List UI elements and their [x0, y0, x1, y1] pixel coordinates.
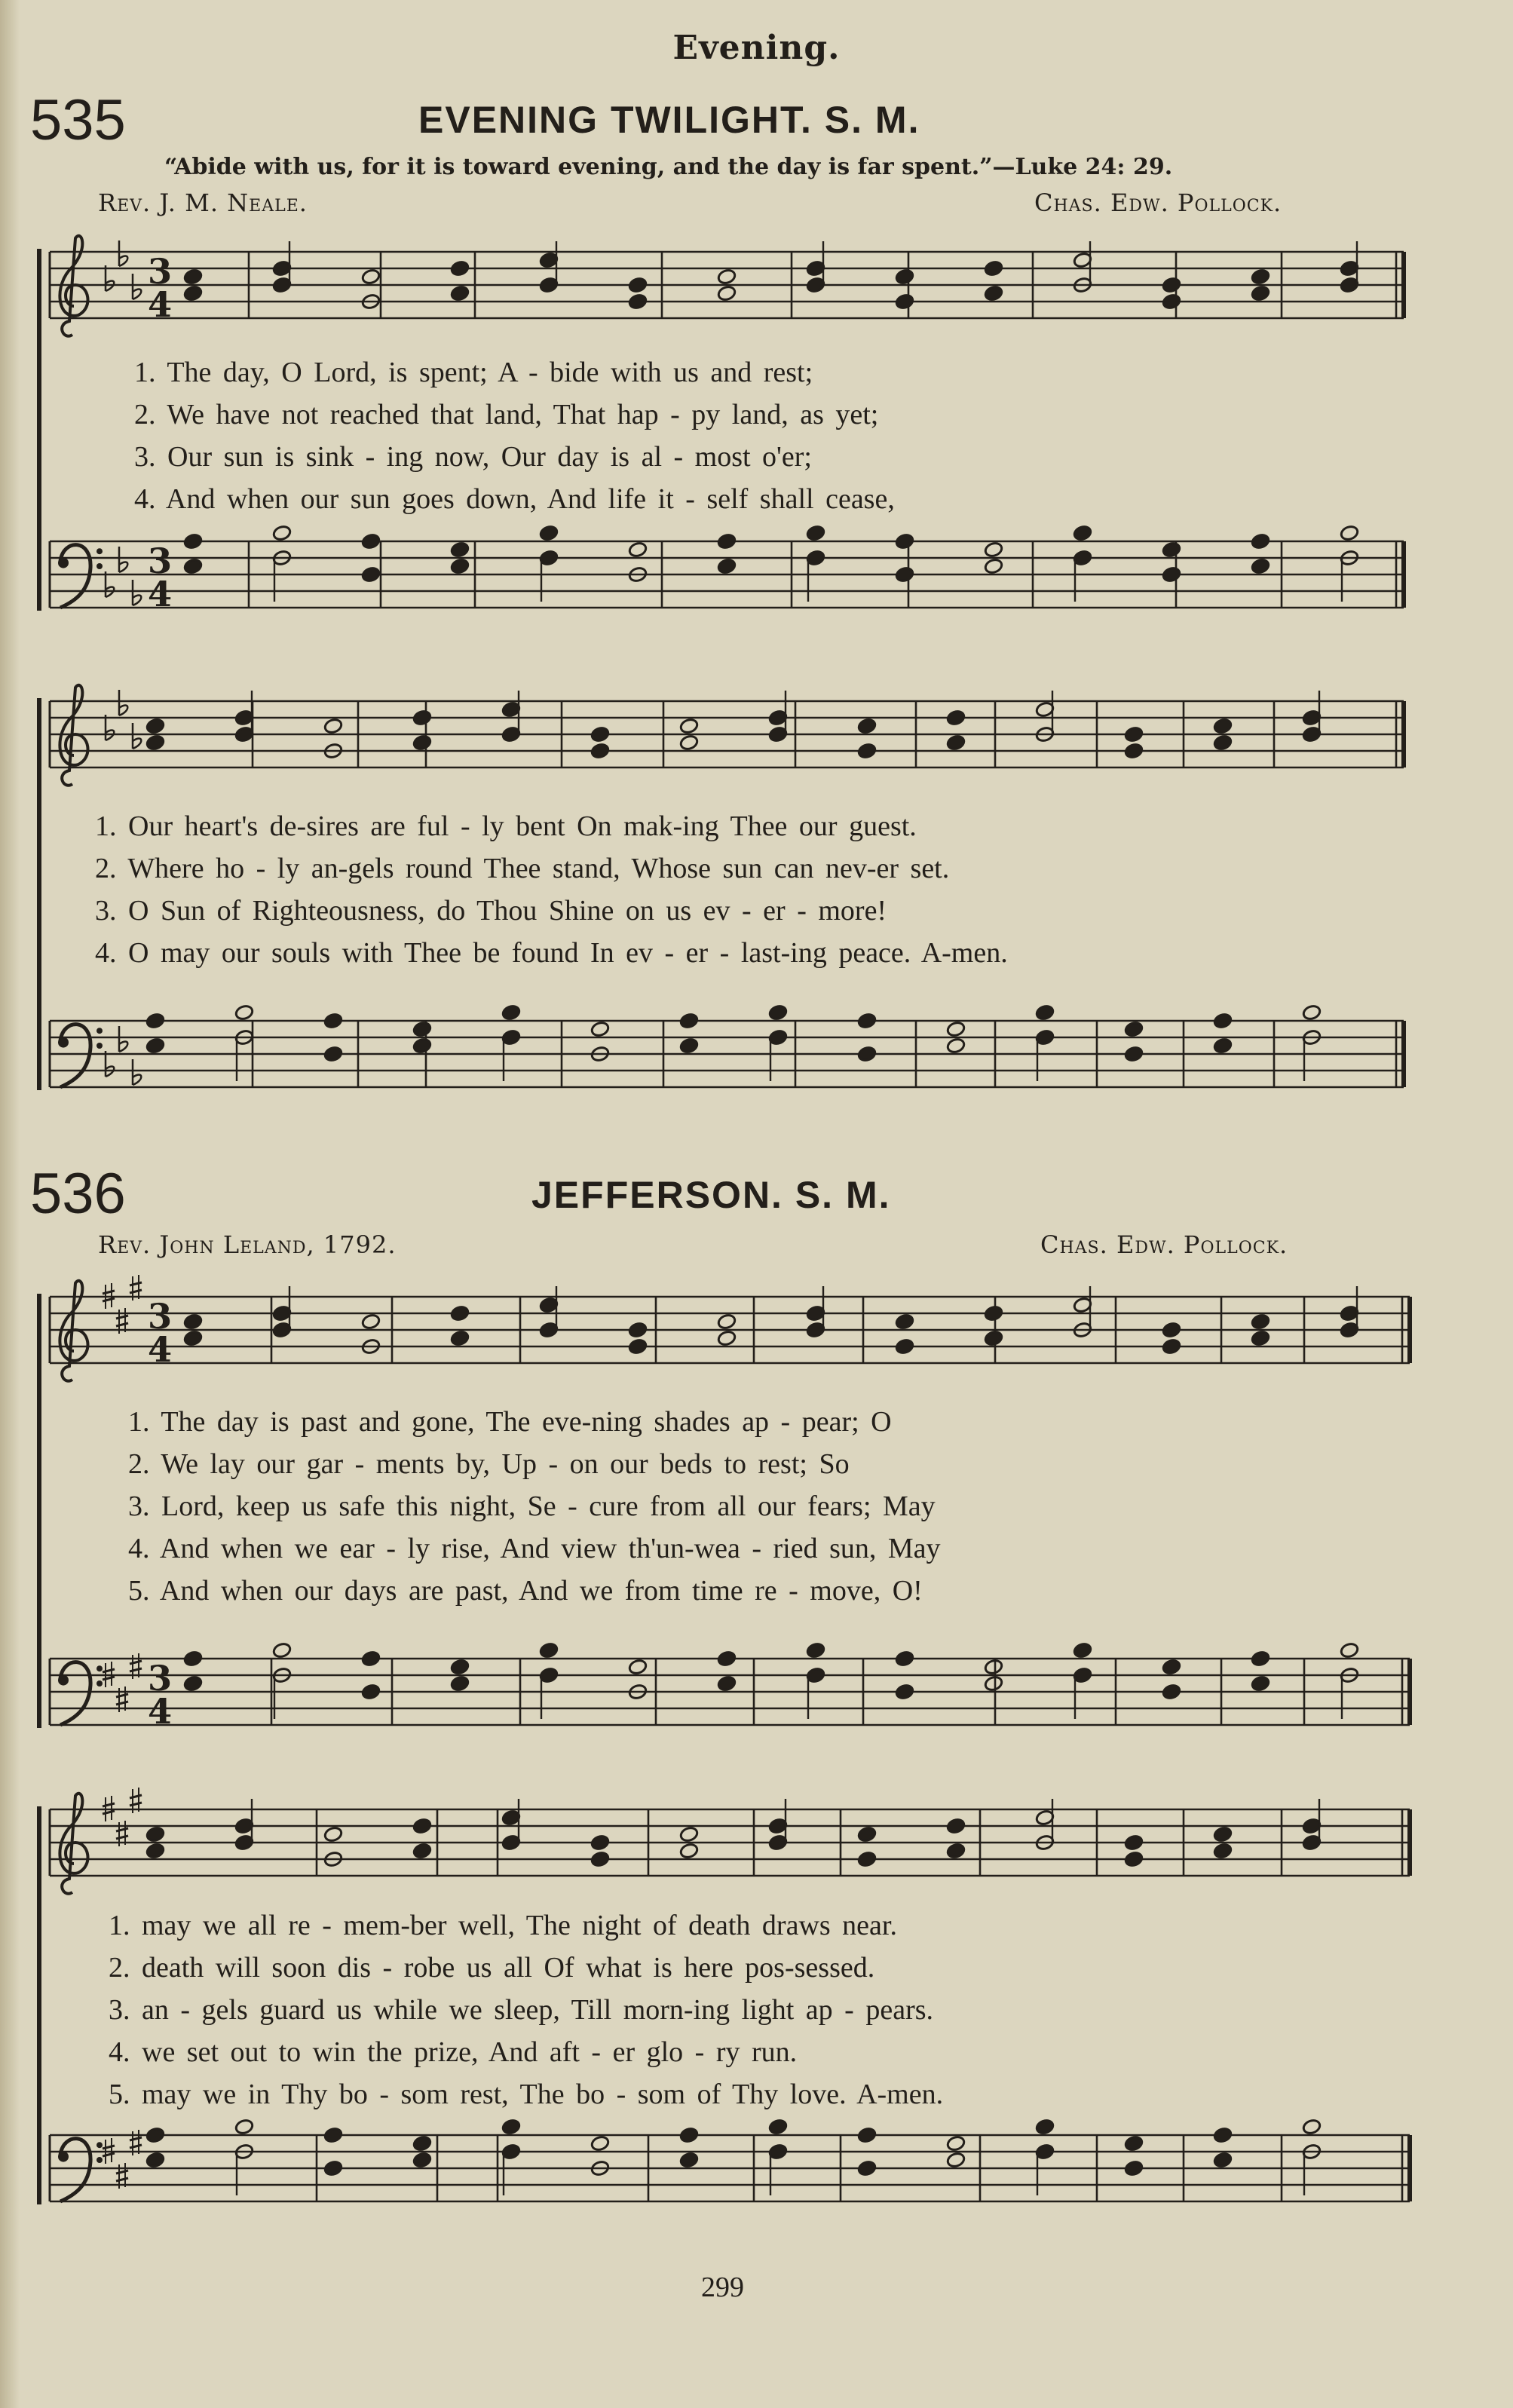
note-head: [946, 734, 966, 752]
note-head: [1251, 268, 1270, 286]
note-head: [539, 1642, 559, 1659]
note-head: [984, 1305, 1003, 1322]
sharp-sign-icon: [103, 2153, 115, 2156]
note-head: [183, 1675, 203, 1693]
lyric-line: 3. O Sun of Righteousness, do Thou Shine on us ev - er - more!: [95, 895, 887, 927]
note-head: [857, 2127, 877, 2144]
lyric-line: 3. Our sun is sink - ing now, Our day is al - most o'er;: [134, 441, 812, 473]
note-head: [412, 2152, 432, 2169]
note-head: [628, 293, 648, 311]
sharp-sign-icon: [116, 2171, 128, 2174]
note-head: [895, 293, 914, 311]
note-head: [628, 277, 648, 294]
hymn-number: 536: [30, 1162, 126, 1226]
flat-sign-icon: [133, 596, 141, 606]
lyric-line: 1. may we all re - mem-ber well, The night of death draws near.: [109, 1910, 897, 1941]
sharp-sign-icon: [130, 1668, 142, 1671]
note-head: [857, 718, 877, 735]
note-head: [450, 541, 470, 559]
note-head: [450, 558, 470, 575]
note-head: [323, 718, 343, 735]
note-head: [183, 1330, 203, 1347]
note-head: [450, 1305, 470, 1322]
note-head: [1162, 1683, 1181, 1701]
note-head: [946, 2152, 966, 2169]
note-head: [412, 1843, 432, 1860]
note-head: [1302, 1004, 1322, 1022]
bass-clef-icon: [58, 2152, 69, 2162]
note-head: [1251, 533, 1270, 550]
lyric-line: 4. And when we ear - ly rise, And view th'un-wea - ried sun, May: [128, 1533, 941, 1564]
sharp-sign-icon: [103, 1291, 115, 1294]
lyric-line: 3. Lord, keep us safe this night, Se - cure from all our fears; May: [128, 1490, 936, 1522]
note-head: [323, 1826, 343, 1843]
bass-clef-icon: [60, 545, 90, 608]
note-head: [717, 1330, 737, 1347]
flat-sign-icon: [106, 731, 114, 741]
note-head: [1124, 2135, 1144, 2152]
flat-sign-icon: [106, 587, 114, 598]
note-head: [857, 1013, 877, 1030]
note-head: [361, 1683, 381, 1701]
note-head: [857, 2160, 877, 2177]
sharp-sign-icon: [130, 2145, 142, 2148]
sharp-sign-icon: [130, 1282, 142, 1285]
note-head: [1251, 1650, 1270, 1668]
note-head: [895, 1683, 914, 1701]
note-head: [679, 1826, 699, 1843]
note-head: [895, 533, 914, 550]
note-head: [1251, 1313, 1270, 1331]
note-head: [183, 533, 203, 550]
sharp-sign-icon: [116, 1694, 128, 1697]
note-head: [361, 268, 381, 286]
note-head: [412, 1037, 432, 1055]
treble-clef-icon: [60, 685, 87, 786]
note-head: [1213, 1843, 1233, 1860]
bass-clef-icon: [96, 548, 103, 554]
note-head: [272, 1642, 292, 1659]
note-head: [628, 1338, 648, 1356]
note-head: [857, 1046, 877, 1063]
time-signature: 4: [148, 1691, 173, 1732]
note-head: [1213, 2152, 1233, 2169]
note-head: [1302, 2118, 1322, 2136]
note-head: [679, 1013, 699, 1030]
note-head: [1213, 1037, 1233, 1055]
lyric-line: 4. O may our souls with Thee be found In ev - er - last-ing peace. A-men.: [95, 937, 1008, 969]
time-signature: 3: [148, 1658, 173, 1699]
sharp-sign-icon: [130, 1803, 142, 1806]
flat-sign-icon: [133, 290, 141, 300]
note-head: [628, 1659, 648, 1676]
note-head: [946, 1818, 966, 1835]
time-signature: 4: [148, 284, 173, 325]
note-head: [183, 1313, 203, 1331]
note-head: [1035, 1004, 1055, 1022]
note-head: [946, 2135, 966, 2152]
note-head: [857, 1851, 877, 1868]
note-head: [717, 558, 737, 575]
flat-sign-icon: [119, 706, 127, 716]
time-signature: 4: [148, 1329, 173, 1370]
bass-clef-icon: [60, 2139, 90, 2201]
note-head: [946, 1037, 966, 1055]
note-head: [1124, 743, 1144, 760]
note-head: [1213, 1013, 1233, 1030]
note-head: [234, 1004, 254, 1022]
bass-clef-icon: [96, 1043, 103, 1049]
hymn-number: 535: [30, 88, 126, 152]
note-head: [145, 718, 165, 735]
sharp-sign-icon: [116, 1828, 128, 1831]
lyric-line: 3. an - gels guard us while we sleep, Till morn-ing light ap - pears.: [109, 1994, 934, 2026]
note-head: [323, 1046, 343, 1063]
scripture-quote: “Abide with us, for it is toward evening, and the day is far spent.”—Luke 24: 29.: [164, 154, 1173, 180]
note-head: [1162, 293, 1181, 311]
note-head: [183, 268, 203, 286]
note-head: [1251, 285, 1270, 302]
flat-sign-icon: [106, 1067, 114, 1077]
note-head: [450, 260, 470, 277]
note-head: [1162, 541, 1181, 559]
bass-clef-icon: [96, 2142, 103, 2148]
note-head: [717, 285, 737, 302]
hymn-title: JEFFERSON. S. M.: [531, 1174, 891, 1216]
note-head: [412, 709, 432, 727]
note-head: [1251, 1330, 1270, 1347]
note-head: [501, 1004, 521, 1022]
lyric-line: 1. The day, O Lord, is spent; A - bide with us and rest;: [134, 357, 813, 388]
time-signature: 3: [148, 541, 173, 581]
note-head: [590, 1851, 610, 1868]
flat-sign-icon: [119, 256, 127, 267]
note-head: [1162, 566, 1181, 584]
note-head: [590, 1834, 610, 1852]
time-signature: 3: [148, 251, 173, 292]
treble-clef-icon: [60, 1281, 87, 1381]
note-head: [628, 541, 648, 559]
note-head: [145, 1013, 165, 1030]
lyric-line: 5. And when our days are past, And we from time re - move, O!: [128, 1575, 923, 1607]
hymn-title: EVENING TWILIGHT. S. M.: [418, 99, 920, 141]
composer-credit: Chas. Edw. Pollock.: [1040, 1230, 1288, 1259]
note-head: [717, 268, 737, 286]
note-head: [1162, 277, 1181, 294]
page-number: 299: [701, 2272, 744, 2303]
bass-clef-icon: [96, 563, 103, 569]
note-head: [272, 525, 292, 542]
note-head: [1124, 2160, 1144, 2177]
note-head: [895, 268, 914, 286]
lyric-line: 4. And when our sun goes down, And life it - self shall cease,: [134, 483, 895, 515]
lyric-line: 2. We lay our gar - ments by, Up - on our beds to rest; So: [128, 1448, 850, 1480]
lyric-line: 5. may we in Thy bo - som rest, The bo - som of Thy love. A-men.: [109, 2079, 944, 2110]
bass-clef-icon: [58, 1037, 69, 1048]
note-head: [946, 1021, 966, 1038]
note-head: [984, 285, 1003, 302]
note-head: [539, 525, 559, 542]
note-head: [590, 2135, 610, 2152]
note-head: [1162, 1322, 1181, 1339]
bass-clef-icon: [58, 558, 69, 568]
note-head: [984, 541, 1003, 559]
flat-sign-icon: [119, 562, 127, 573]
note-head: [628, 1322, 648, 1339]
sharp-sign-icon: [103, 1677, 115, 1680]
note-head: [145, 734, 165, 752]
lyric-line: 2. death will soon dis - robe us all Of what is here pos-sessed.: [109, 1952, 875, 1984]
note-head: [361, 1313, 381, 1331]
sharp-sign-icon: [103, 1811, 115, 1814]
time-signature: 3: [148, 1296, 173, 1337]
sharp-sign-icon: [130, 1661, 142, 1664]
sharp-sign-icon: [116, 1836, 128, 1839]
note-head: [984, 1659, 1003, 1676]
note-head: [1162, 1659, 1181, 1676]
note-head: [679, 718, 699, 735]
note-head: [768, 1004, 788, 1022]
note-head: [412, 1021, 432, 1038]
time-signature: 4: [148, 574, 173, 614]
note-head: [361, 1650, 381, 1668]
note-head: [145, 1843, 165, 1860]
note-head: [1124, 726, 1144, 743]
note-head: [1124, 1046, 1144, 1063]
lyric-line: 1. The day is past and gone, The eve-ning shades ap - pear; O: [128, 1406, 892, 1438]
note-head: [590, 726, 610, 743]
note-head: [234, 2118, 254, 2136]
note-head: [984, 1675, 1003, 1693]
note-head: [1340, 1642, 1359, 1659]
note-head: [1035, 2118, 1055, 2136]
bass-clef-icon: [60, 1662, 90, 1725]
author-credit: Rev. J. M. Neale.: [98, 188, 308, 217]
note-head: [183, 285, 203, 302]
note-head: [895, 1338, 914, 1356]
note-head: [361, 533, 381, 550]
note-head: [412, 734, 432, 752]
note-head: [145, 2127, 165, 2144]
note-head: [679, 1843, 699, 1860]
lyric-line: 2. Where ho - ly an-gels round Thee stand, Whose sun can nev-er set.: [95, 853, 950, 884]
note-head: [717, 1675, 737, 1693]
note-head: [412, 1818, 432, 1835]
sharp-sign-icon: [116, 1702, 128, 1705]
note-head: [145, 1037, 165, 1055]
sharp-sign-icon: [130, 1795, 142, 1798]
note-head: [450, 285, 470, 302]
note-head: [768, 2118, 788, 2136]
note-head: [1213, 1826, 1233, 1843]
bass-clef-icon: [60, 1025, 90, 1087]
note-head: [679, 734, 699, 752]
note-head: [183, 1650, 203, 1668]
note-head: [1124, 1021, 1144, 1038]
bass-clef-icon: [96, 1665, 103, 1671]
lyric-line: 1. Our heart's de-sires are ful - ly bent On mak-ing Thee our guest.: [95, 810, 917, 842]
note-head: [1213, 734, 1233, 752]
sharp-sign-icon: [130, 1290, 142, 1293]
note-head: [984, 558, 1003, 575]
sharp-sign-icon: [116, 2178, 128, 2181]
bass-clef-icon: [58, 1675, 69, 1686]
note-head: [984, 1330, 1003, 1347]
note-head: [895, 566, 914, 584]
note-head: [1162, 1338, 1181, 1356]
note-head: [323, 2160, 343, 2177]
sharp-sign-icon: [103, 1669, 115, 1672]
note-head: [1251, 558, 1270, 575]
flat-sign-icon: [133, 1075, 141, 1086]
note-head: [895, 1313, 914, 1331]
note-head: [501, 2118, 521, 2136]
note-head: [1213, 2127, 1233, 2144]
composer-credit: Chas. Edw. Pollock.: [1034, 188, 1282, 217]
note-head: [183, 558, 203, 575]
note-head: [857, 1826, 877, 1843]
note-head: [984, 260, 1003, 277]
note-head: [450, 1659, 470, 1676]
note-head: [1073, 1642, 1092, 1659]
note-head: [145, 2152, 165, 2169]
bass-clef-icon: [96, 1028, 103, 1034]
note-head: [806, 1642, 825, 1659]
note-head: [1073, 525, 1092, 542]
note-head: [717, 1313, 737, 1331]
note-head: [323, 1013, 343, 1030]
bass-clef-icon: [96, 2157, 103, 2163]
note-head: [1213, 718, 1233, 735]
note-head: [1340, 525, 1359, 542]
note-head: [361, 566, 381, 584]
note-head: [679, 1037, 699, 1055]
note-head: [590, 1021, 610, 1038]
note-head: [717, 533, 737, 550]
treble-clef-icon: [60, 236, 87, 336]
note-head: [679, 2127, 699, 2144]
bass-clef-icon: [96, 1680, 103, 1687]
flat-sign-icon: [119, 1042, 127, 1052]
note-head: [450, 1675, 470, 1693]
lyric-line: 2. We have not reached that land, That hap - py land, as yet;: [134, 399, 879, 430]
sharp-sign-icon: [116, 1323, 128, 1326]
flat-sign-icon: [106, 281, 114, 292]
sharp-sign-icon: [103, 2146, 115, 2149]
note-head: [946, 709, 966, 727]
sharp-sign-icon: [103, 1298, 115, 1301]
note-head: [590, 743, 610, 760]
note-head: [895, 1650, 914, 1668]
author-credit: Rev. John Leland, 1792.: [98, 1230, 397, 1259]
note-head: [806, 525, 825, 542]
note-head: [1251, 1675, 1270, 1693]
note-head: [145, 1826, 165, 1843]
flat-sign-icon: [133, 739, 141, 749]
sharp-sign-icon: [103, 1803, 115, 1806]
treble-clef-icon: [60, 1794, 87, 1894]
note-head: [857, 743, 877, 760]
note-head: [946, 1843, 966, 1860]
note-head: [412, 2135, 432, 2152]
note-head: [450, 1330, 470, 1347]
sharp-sign-icon: [116, 1316, 128, 1319]
section-heading: Evening.: [672, 29, 841, 67]
lyric-line: 4. we set out to win the prize, And aft - er glo - ry run.: [109, 2036, 798, 2068]
note-head: [1124, 1851, 1144, 1868]
sharp-sign-icon: [130, 2137, 142, 2140]
note-head: [679, 2152, 699, 2169]
note-head: [323, 2127, 343, 2144]
note-head: [1124, 1834, 1144, 1852]
note-head: [717, 1650, 737, 1668]
